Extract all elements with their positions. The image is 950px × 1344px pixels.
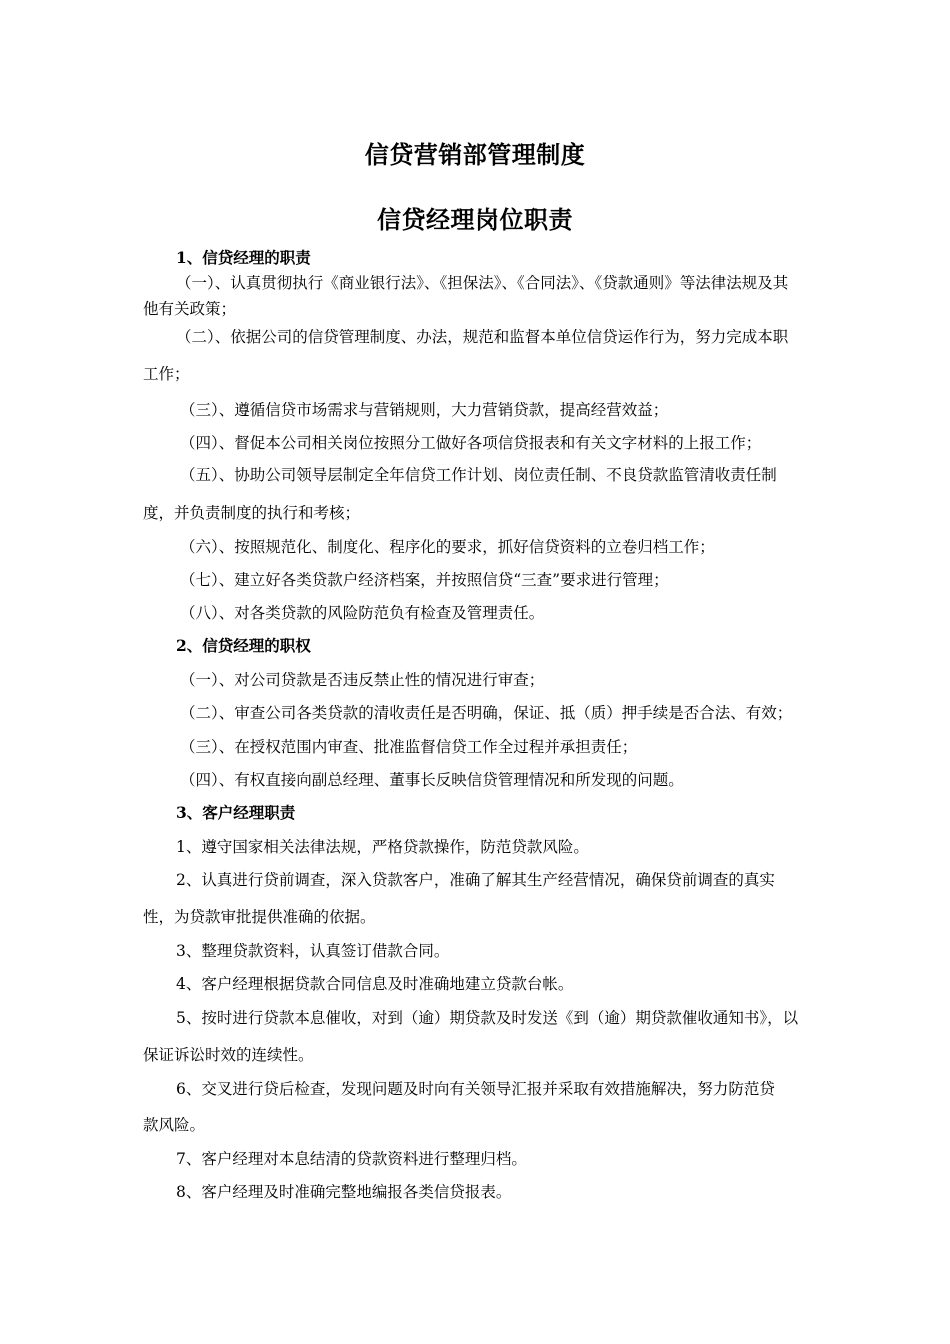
paragraph-line: 他有关政策； [143,300,237,318]
paragraph-line: （四）、有权直接向副总经理、董事长反映信贷管理情况和所发现的问题。 [180,771,684,789]
paragraph-line: 6、交叉进行贷后检查，发现问题及时向有关领导汇报并采取有效措施解决，努力防范贷 [176,1080,775,1098]
paragraph-line: 7、客户经理对本息结清的贷款资料进行整理归档。 [176,1150,527,1168]
paragraph-line: （四）、督促本公司相关岗位按照分工做好各项信贷报表和有关文字材料的上报工作； [180,434,762,452]
paragraph-line: 款风险。 [143,1116,206,1134]
document-subtitle: 信贷经理岗位职责 [377,205,573,234]
paragraph-line: （三）、遵循信贷市场需求与营销规则，大力营销贷款，提高经营效益； [180,401,669,419]
paragraph-line: 工作； [143,365,190,383]
paragraph-line: （六）、按照规范化、制度化、程序化的要求，抓好信贷资料的立卷归档工作； [180,538,715,556]
section-heading: 1、信贷经理的职责 [176,248,311,267]
paragraph-line: 8、客户经理及时准确完整地编报各类信贷报表。 [176,1183,512,1201]
paragraph-line: （二）、依据公司的信贷管理制度、办法，规范和监督本单位信贷运作行为，努力完成本职 [176,328,789,346]
paragraph-line: 2、认真进行贷前调查，深入贷款客户，准确了解其生产经营情况，确保贷前调查的真实 [176,871,775,889]
paragraph-line: （八）、对各类贷款的风险防范负有检查及管理责任。 [180,604,545,622]
section-heading: 2、信贷经理的职权 [176,636,311,655]
paragraph-line: （三）、在授权范围内审查、批准监督信贷工作全过程并承担责任； [180,738,638,756]
paragraph-line: 保证诉讼时效的连续性。 [143,1046,314,1064]
paragraph-line: （一）、认真贯彻执行《商业银行法》、《担保法》、《合同法》、《贷款通则》等法律法规及其 [176,274,789,292]
paragraph-line: （二）、审查公司各类贷款的清收责任是否明确，保证、抵（质）押手续是否合法、有效； [180,704,793,722]
paragraph-line: 3、整理贷款资料，认真签订借款合同。 [176,942,450,960]
paragraph-line: 4、客户经理根据贷款合同信息及时准确地建立贷款台帐。 [176,975,574,993]
paragraph-line: 性，为贷款审批提供准确的依据。 [143,908,376,926]
paragraph-line: 度，并负责制度的执行和考核； [143,504,361,522]
section-heading: 3、客户经理职责 [176,803,296,822]
document-title: 信贷营销部管理制度 [364,140,586,169]
paragraph-line: 1、遵守国家相关法律法规，严格贷款操作，防范贷款风险。 [176,838,589,856]
paragraph-line: （五）、协助公司领导层制定全年信贷工作计划、岗位责任制、不良贷款监管清收责任制 [180,466,777,484]
paragraph-line: 5、按时进行贷款本息催收，对到（逾）期贷款及时发送《到（逾）期贷款催收通知书》，以 [176,1009,799,1027]
paragraph-line: （一）、对公司贷款是否违反禁止性的情况进行审查； [180,671,545,689]
paragraph-line: （七）、建立好各类贷款户经济档案，并按照信贷“三查”要求进行管理； [180,571,669,589]
